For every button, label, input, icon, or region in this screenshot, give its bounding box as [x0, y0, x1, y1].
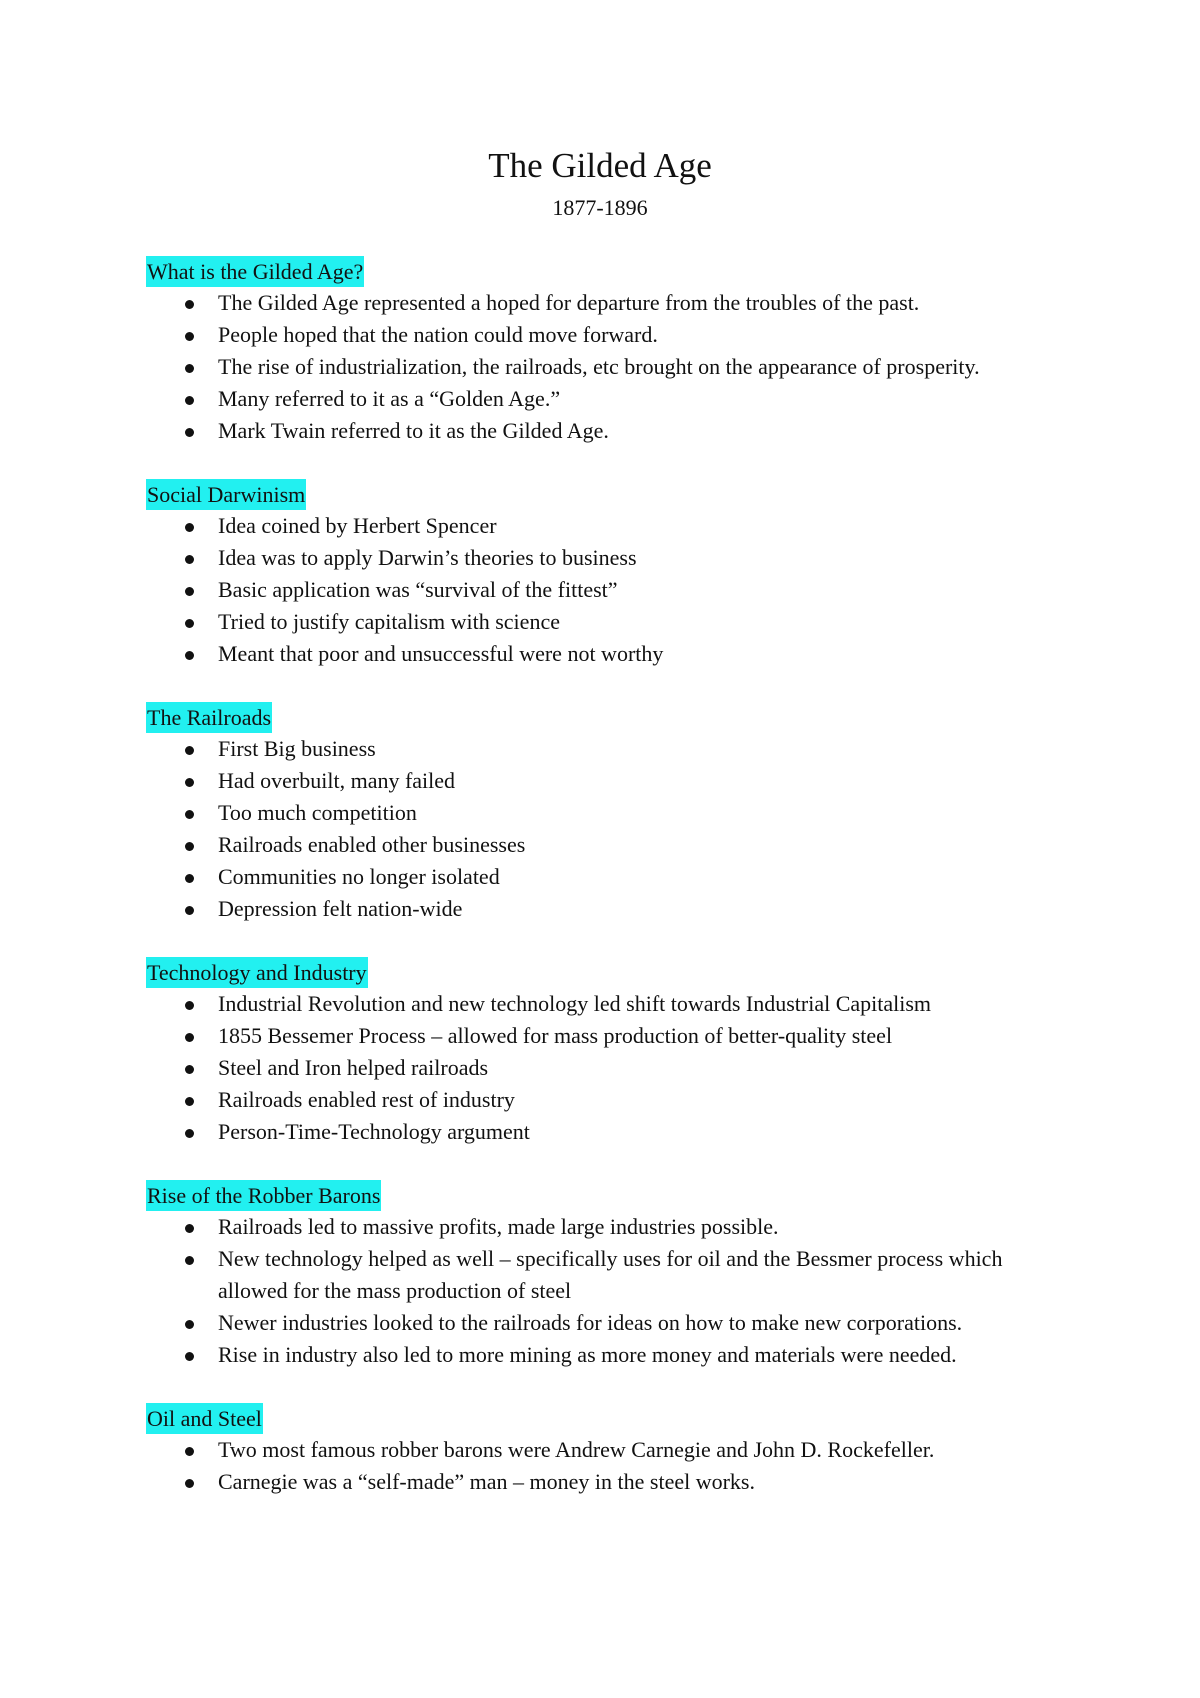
bullet-icon — [185, 396, 194, 405]
list-item — [147, 1339, 1067, 1371]
section-heading: Technology and Industry — [146, 957, 368, 988]
list-item-text: Carnegie was a “self-made” man – money in the steel works. — [218, 1469, 755, 1494]
list-item — [147, 1116, 1067, 1148]
bullet-list — [147, 988, 1067, 1148]
list-item — [147, 1084, 1067, 1116]
list-item — [147, 861, 1067, 893]
list-item-text: Rise in industry also led to more mining as more money and materials were needed. — [218, 1342, 957, 1367]
list-item — [147, 797, 1067, 829]
list-item-text: Many referred to it as a “Golden Age.” — [218, 386, 561, 411]
list-item-text: Too much competition — [218, 800, 417, 825]
bullet-icon — [185, 651, 194, 660]
bullet-icon — [185, 587, 194, 596]
list-item — [147, 415, 1067, 447]
list-item-text: 1855 Bessemer Process – allowed for mass production of better-quality steel — [218, 1023, 893, 1048]
list-item-text: Industrial Revolution and new technology led shift towards Industrial Capitalism — [218, 991, 932, 1016]
section-technology-and-industry — [147, 957, 1067, 1148]
bullet-icon — [185, 1065, 194, 1074]
bullet-icon — [185, 746, 194, 755]
list-item-text: Tried to justify capitalism with science — [218, 609, 560, 634]
list-item-text: Basic application was “survival of the fittest” — [218, 577, 618, 602]
section-rise-of-robber-barons — [147, 1180, 1067, 1371]
bullet-icon — [185, 619, 194, 628]
list-item-text: First Big business — [218, 736, 376, 761]
list-item — [147, 638, 1067, 670]
list-item — [147, 287, 1067, 319]
section-the-railroads — [147, 702, 1067, 925]
list-item-text: Two most famous robber barons were Andrew Carnegie and John D. Rockefeller. — [218, 1437, 935, 1462]
section-heading: Social Darwinism — [146, 479, 306, 510]
list-item-text: Depression felt nation-wide — [218, 896, 463, 921]
list-item-text: New technology helped as well – specifically uses for oil and the Bessmer process which allowed for the mass production of steel — [218, 1246, 1003, 1303]
bullet-icon — [185, 1097, 194, 1106]
bullet-list — [147, 287, 1067, 447]
bullet-icon — [185, 1447, 194, 1456]
bullet-list — [147, 1434, 1067, 1498]
bullet-icon — [185, 332, 194, 341]
bullet-list — [147, 1211, 1067, 1371]
list-item-text: The rise of industrialization, the railroads, etc brought on the appearance of prosperity. — [218, 354, 980, 379]
bullet-icon — [185, 1033, 194, 1042]
bullet-icon — [185, 906, 194, 915]
bullet-icon — [185, 1352, 194, 1361]
list-item — [147, 1052, 1067, 1084]
list-item — [147, 542, 1067, 574]
list-item — [147, 829, 1067, 861]
list-item — [147, 1211, 1067, 1243]
bullet-icon — [185, 778, 194, 787]
bullet-icon — [185, 810, 194, 819]
bullet-icon — [185, 842, 194, 851]
bullet-list — [147, 733, 1067, 925]
bullet-icon — [185, 1224, 194, 1233]
bullet-icon — [185, 1479, 194, 1488]
list-item — [147, 510, 1067, 542]
notes-content — [147, 256, 1067, 1530]
bullet-icon — [185, 428, 194, 437]
list-item — [147, 1434, 1067, 1466]
bullet-icon — [185, 874, 194, 883]
list-item-text: Meant that poor and unsuccessful were not worthy — [218, 641, 664, 666]
list-item — [147, 1466, 1067, 1498]
list-item — [147, 765, 1067, 797]
list-item-text: People hoped that the nation could move forward. — [218, 322, 658, 347]
section-heading: What is the Gilded Age? — [146, 256, 364, 287]
section-oil-and-steel — [147, 1403, 1067, 1498]
list-item — [147, 1020, 1067, 1052]
list-item — [147, 574, 1067, 606]
list-item-text: The Gilded Age represented a hoped for departure from the troubles of the past. — [218, 290, 920, 315]
bullet-icon — [185, 523, 194, 532]
section-heading: The Railroads — [146, 702, 272, 733]
section-heading: Rise of the Robber Barons — [146, 1180, 381, 1211]
section-what-is-gilded-age — [147, 256, 1067, 447]
list-item — [147, 351, 1067, 383]
list-item-text: Newer industries looked to the railroads for ideas on how to make new corporations. — [218, 1310, 963, 1335]
bullet-icon — [185, 364, 194, 373]
bullet-icon — [185, 1256, 194, 1265]
list-item — [147, 319, 1067, 351]
list-item-text: Had overbuilt, many failed — [218, 768, 456, 793]
bullet-list — [147, 510, 1067, 670]
bullet-icon — [185, 1001, 194, 1010]
list-item-text: Person-Time-Technology argument — [218, 1119, 530, 1144]
list-item-text: Idea was to apply Darwin’s theories to business — [218, 545, 637, 570]
list-item-text: Communities no longer isolated — [218, 864, 500, 889]
list-item-text: Railroads enabled rest of industry — [218, 1087, 515, 1112]
bullet-icon — [185, 300, 194, 309]
page-title: The Gilded Age — [488, 146, 712, 185]
list-item — [147, 1243, 1067, 1307]
list-item — [147, 1307, 1067, 1339]
list-item-text: Railroads led to massive profits, made large industries possible. — [218, 1214, 779, 1239]
list-item — [147, 988, 1067, 1020]
bullet-icon — [185, 555, 194, 564]
list-item — [147, 733, 1067, 765]
list-item-text: Mark Twain referred to it as the Gilded Age. — [218, 418, 609, 443]
list-item-text: Idea coined by Herbert Spencer — [218, 513, 497, 538]
list-item — [147, 383, 1067, 415]
list-item — [147, 893, 1067, 925]
section-social-darwinism — [147, 479, 1067, 670]
list-item-text: Steel and Iron helped railroads — [218, 1055, 489, 1080]
list-item-text: Railroads enabled other businesses — [218, 832, 526, 857]
bullet-icon — [185, 1129, 194, 1138]
section-heading: Oil and Steel — [146, 1403, 263, 1434]
list-item — [147, 606, 1067, 638]
bullet-icon — [185, 1320, 194, 1329]
page-subtitle: 1877-1896 — [552, 195, 648, 220]
